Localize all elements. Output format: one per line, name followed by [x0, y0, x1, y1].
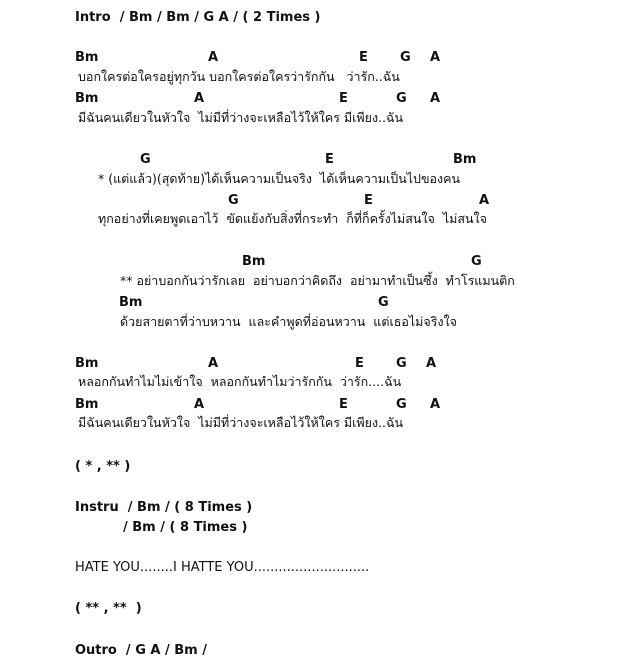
spoken-line: HATE YOU........I HATTE YOU............................ [75, 560, 370, 575]
chord: A [194, 91, 205, 106]
chord: G [400, 50, 411, 65]
chord: A [208, 50, 219, 65]
chord: G [396, 91, 407, 106]
lyric-line: * (แต่แล้ว)(สุดท้าย)ได้เห็นความเป็นจริง ได้เห็นความเป็นไปของคน [98, 171, 461, 186]
lyric-line: มีฉันคนเดียวในหัวใจ ไม่มีที่ว่างจะเหลือไว้ให้ใคร มีเพียง..ฉัน [78, 110, 404, 125]
chord: E [359, 50, 368, 65]
chord: A [430, 50, 441, 65]
chord: A [430, 397, 441, 412]
repeat-marker: ( * , ** ) [75, 459, 131, 474]
chord: G [396, 356, 407, 371]
chord: E [339, 397, 348, 412]
chord: G [396, 397, 407, 412]
chord: A [194, 397, 205, 412]
chord: E [339, 91, 348, 106]
chord: G [140, 152, 151, 167]
lyric-line: ด้วยสายตาที่ว่าบหวาน และคำพูดที่อ่อนหวาน แต่เธอไม่จริงใจ [120, 314, 457, 329]
chord: Bm [75, 356, 99, 371]
chord: A [479, 193, 490, 208]
chord: E [364, 193, 373, 208]
chord: G [228, 193, 239, 208]
lyric-line: หลอกกันทำไมไม่เข้าใจ หลอกกันทำไมว่ารักกัน ว่ารัก....ฉัน [78, 374, 402, 389]
lyric-line: ** อย่าบอกกันว่ารักเลย อย่าบอกว่าคิดถึง อย่ามาทำเป็นซึ้ง ทำโรแมนติก [120, 273, 515, 288]
lyric-line: ทุกอย่างที่เคยพูดเอาไว้ ขัดแย้งกับสิ่งที่กระทำ ก็ที่ก็ครั้งไม่สนใจ ไม่สนใจ [98, 211, 487, 226]
chord: Bm [75, 397, 99, 412]
chord: G [378, 295, 389, 310]
instru-line: / Bm / ( 8 Times ) [123, 520, 248, 535]
lyric-line: มีฉันคนเดียวในหัวใจ ไม่มีที่ว่างจะเหลือไว้ให้ใคร มีเพียง..ฉัน [78, 415, 404, 430]
chord: E [355, 356, 364, 371]
chord: Bm [453, 152, 477, 167]
chord: A [430, 91, 441, 106]
repeat-marker: ( ** , ** ) [75, 601, 142, 616]
intro-line: Intro / Bm / Bm / G A / ( 2 Times ) [75, 10, 321, 25]
chord: A [426, 356, 437, 371]
outro-line: Outro / G A / Bm / [75, 643, 207, 658]
chord: Bm [242, 254, 266, 269]
instru-line: Instru / Bm / ( 8 Times ) [75, 500, 253, 515]
chord: A [208, 356, 219, 371]
chord: Bm [75, 91, 99, 106]
chord: G [471, 254, 482, 269]
chord: Bm [75, 50, 99, 65]
lyric-line: บอกใครต่อใครอยู่ทุกวัน บอกใครต่อใครว่ารักกัน ว่ารัก..ฉัน [78, 69, 400, 84]
chord: Bm [119, 295, 143, 310]
chord: E [325, 152, 334, 167]
